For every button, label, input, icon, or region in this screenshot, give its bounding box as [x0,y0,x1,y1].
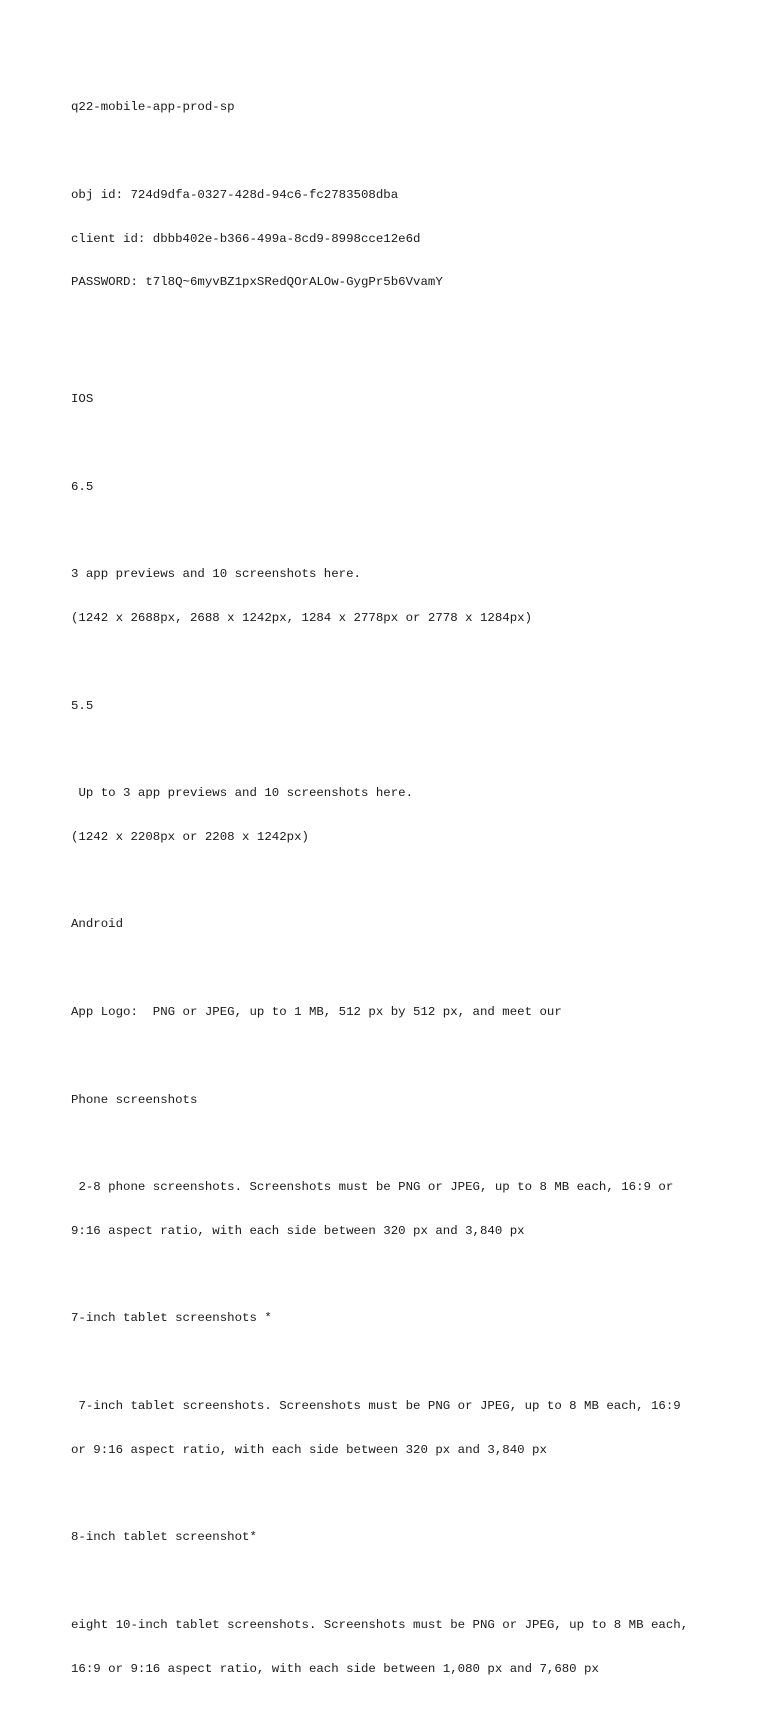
client-id-line: client id: dbbb402e-b366-499a-8cd9-8998cce12e6d [71,231,421,246]
ios-55-line-1: Up to 3 app previews and 10 screenshots here. [71,786,414,801]
ios-55-label-text: 5.5 [71,698,94,713]
android-app-logo [71,976,711,1049]
ios-65-label [71,450,711,523]
project-name-text: q22-mobile-app-prod-sp [71,100,235,115]
document-page [71,71,711,1720]
project-name [71,71,711,144]
ios-55-label [71,669,711,742]
phone-screenshots-label [71,1063,711,1136]
password-line: PASSWORD: t7l8Q~6myvBZ1pxSRedQOrALOw-GygPr5b6VvamY [71,275,443,290]
tablet7-label [71,1282,711,1355]
tablet8-label [71,1501,711,1574]
tablet8-label-text: 8-inch tablet screenshot* [71,1530,257,1545]
tablet7-line-1: 7-inch tablet screenshots. Screenshots must be PNG or JPEG, up to 8 MB each, 16:9 [71,1399,681,1414]
tablet8-description [71,1589,711,1706]
phone-line-2: 9:16 aspect ratio, with each side between 320 px and 3,840 px [71,1223,525,1238]
tablet7-description [71,1370,711,1487]
blank-spacer [71,334,711,363]
obj-id-line: obj id: 724d9dfa-0327-428d-94c6-fc2783508dba [71,187,399,202]
android-heading [71,888,711,961]
android-heading-text: Android [71,917,124,932]
ios-heading [71,363,711,436]
phone-screenshots-label-text: Phone screenshots [71,1092,198,1107]
ios-65-line-1: 3 app previews and 10 screenshots here. [71,567,361,582]
tablet7-label-text: 7-inch tablet screenshots * [71,1311,272,1326]
tablet8-line-2: 16:9 or 9:16 aspect ratio, with each side between 1,080 px and 7,680 px [71,1661,599,1676]
phone-line-1: 2-8 phone screenshots. Screenshots must be PNG or JPEG, up to 8 MB each, 16:9 or [71,1180,674,1195]
ios-65-line-2: (1242 x 2688px, 2688 x 1242px, 1284 x 2778px or 2778 x 1284px) [71,610,533,625]
tablet7-line-2: or 9:16 aspect ratio, with each side between 320 px and 3,840 px [71,1442,547,1457]
tablet8-line-1: eight 10-inch tablet screenshots. Screenshots must be PNG or JPEG, up to 8 MB each, [71,1617,689,1632]
ios-heading-text: IOS [71,392,94,407]
ios-65-description [71,538,711,655]
android-app-logo-text: App Logo: PNG or JPEG, up to 1 MB, 512 px by 512 px, and meet our [71,1005,562,1019]
ios-65-label-text: 6.5 [71,479,94,494]
ios-55-description [71,757,711,874]
phone-screenshots-description [71,1151,711,1268]
credentials-block [71,159,711,320]
ios-55-line-2: (1242 x 2208px or 2208 x 1242px) [71,829,309,844]
